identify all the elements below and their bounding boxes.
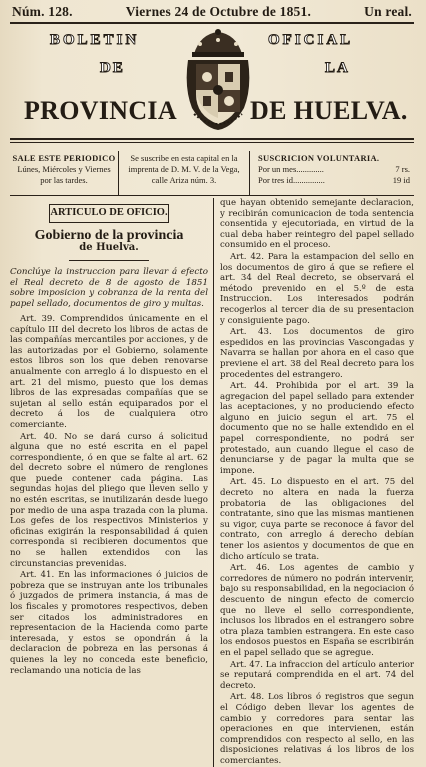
subscribe-address-box <box>119 151 250 195</box>
subscribe-line-1: Se suscribe en esta capital en la <box>130 153 238 163</box>
article-paragraph: Art. 39. Comprendidos únicamente en el capítulo III del decreto los libros de actas de las compañías mercantiles por acciones, y de las autorizadas por el Gobierno, solamente estos libros son los que deben renovarse anualmente con arreglo á lo dispuesto en el art. 21 del mismo, puesto que los demas libros de las expresadas compañías que se sujetan al sello están equiparados por el decreto á los de cualquiera otro comerciante. <box>10 313 208 430</box>
article-paragraph: Art. 45. Lo dispuesto en el art. 75 del decreto no altera en nada la fuerza probatoria de las obligaciones del contratante, sino que las mismas mantienen su vigor, cuya parte se reconoce á favor del contrato, con arreglo á derecho debían tener los asientos y documentos de que en dicho artículo se trata. <box>219 477 414 562</box>
article-paragraph: Art. 48. Los libros ó registros que segun el Código deben llevar los agentes de cambio y corredores para sentar las operaciones en que intervienen, están comprendidos con respecto al sello, en las disposiciones relativas á los libros de los comerciantes. <box>219 692 414 766</box>
section-title: ARTICULO DE OFICIO. <box>49 204 169 223</box>
government-heading: Gobierno de la provincia <box>34 227 184 243</box>
rate-row-month <box>258 164 410 175</box>
left-column <box>10 198 214 767</box>
subscribe-line-3: calle Ariza núm. 3. <box>151 175 217 185</box>
article-paragraph: Art. 41. En las informaciones ó juicios de pobreza que se instruyan ante los tribunales ó juzgados de primera instancia, á mas de los fiscales y promotores respectivos, deben ser citados los administradores en representacion de la Hacienda como parte interesada, y estos se opondrán á la declaracion de pobreza en las personas á quienes la ley no conceda este beneficio, reclamando una noticia de las <box>10 570 208 676</box>
right-column <box>214 198 414 767</box>
masthead-word-de-huelva: DE HUELVA. <box>250 96 408 125</box>
royal-crest-icon <box>178 28 258 132</box>
article-paragraph: Art. 47. La infraccion del artículo anterior se reputará comprendida en el art. 74 del decreto. <box>219 659 414 691</box>
rate-row-three <box>258 175 410 186</box>
article-paragraph: que hayan obtenido semejante declaracion, y recibirán comunicacion de toda sentencia consentida y ejecutoriada, en virtud de la cual deba haber reintegro del papel sellado consumido en el proceso. <box>219 198 414 251</box>
masthead-word-de: DE <box>100 60 125 76</box>
periodicity-time: por las tardes. <box>40 175 88 185</box>
issue-date: Viernes 24 de Octubre de 1851. <box>125 4 312 19</box>
article-paragraph: Art. 46. Los agentes de cambio y corredores de número no podrán intervenir, bajo su responsabilidad, en la negociacion ó descuento de ningun efecto de comercio que no lleve el sello correspondiente, inclusos los librados en el estrangero sobre otra plaza tambien estrangera. En este caso los endosos puestos en España se escribirán en el papel sellado que se agregue. <box>219 563 414 658</box>
voluntary-subscription-box <box>250 151 414 195</box>
rate-three-value: 19 id <box>392 175 410 185</box>
voluntary-title: SUSCRICION VOLUNTARIA. <box>258 153 380 163</box>
issue-header-line <box>10 4 414 24</box>
masthead <box>10 24 414 136</box>
masthead-word-provincia: PROVINCIA <box>24 96 177 125</box>
rate-three-label: Por tres id............... <box>258 175 325 185</box>
masthead-word-oficial: OFICIAL <box>268 32 354 48</box>
article-columns <box>10 198 414 767</box>
periodicity-box <box>10 151 119 195</box>
subscribe-line-2: imprenta de D. M. V. de la Vega, <box>128 164 240 174</box>
government-subheading: de Huelva. <box>79 242 139 254</box>
periodicity-title: SALE ESTE PERIODICO <box>12 153 116 163</box>
periodicity-days: Lúnes, Miércoles y Viernes <box>17 164 111 174</box>
issue-number: Núm. 128. <box>12 4 73 19</box>
article-paragraph: Art. 40. No se dará curso á solicitud alguna que no esté escrita en el papel correspondiente, ó en que se falte al art. 62 del decreto sobre el número de renglones que puede contener cada página. Las segundas hojas del pliego que lleven sello y no estén escritas, se inutilizarán desde luego por medio de una aspa trazada con la pluma. Los gefes de los respectivos Ministerios y oficinas exigirán la responsabilidad á quien corresponda si recibieren documentos que no se hallen extendidos con las circunstancias prevenidas. <box>10 431 208 569</box>
masthead-word-la: LA <box>325 60 350 76</box>
rate-month-value: 7 rs. <box>395 164 410 174</box>
masthead-word-boletin: BOLETIN <box>50 32 140 48</box>
masthead-rule <box>10 138 414 140</box>
masthead-rule-thin <box>10 142 414 143</box>
subscription-bar <box>10 149 414 196</box>
rate-month-label: Por un mes............. <box>258 164 324 174</box>
article-paragraph: Art. 44. Prohibida por el art. 39 la agregacion del papel sellado para extender las aceptaciones, y no produciendo efecto alguno en juicio segun el art. 75 el documento que no se halle extendido en el papel correspondiente, no podrá ser protestado, aun cuando llegue el caso de denunciarse y de pagar la multa que se impone. <box>219 381 414 476</box>
issue-price: Un real. <box>364 4 412 19</box>
heading-divider <box>69 260 149 261</box>
article-paragraph: Art. 42. Para la estampacion del sello en los documentos de giro á que se refiere el art. 34 del Real decreto, se observará el método prevenido en el 5.º de esta Instruccion. Los interesados podrán recogerlos al tercer dia de su presentacion y consiguiente pago. <box>219 251 414 326</box>
lead-paragraph: Conclúye la instruccion para llevar á efecto el Real decreto de 8 de agosto de 1851 sobre imposicion y cobranza de la renta del papel sellado, documentos de giro y multas. <box>10 266 208 310</box>
article-paragraph: Art. 43. Los documentos de giro espedidos en las provincias Vascongadas y Navarra se hallan por ahora en el caso que previene el art. 38 del Real decreto para los procedentes del estrangero. <box>219 327 414 380</box>
